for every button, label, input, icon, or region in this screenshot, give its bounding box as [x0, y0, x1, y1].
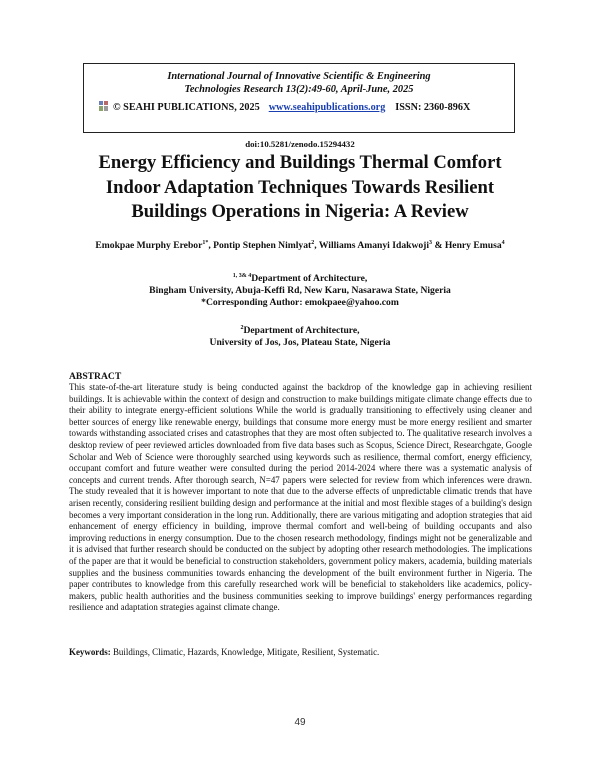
journal-header-box — [83, 63, 515, 133]
affiliation-2-institution: University of Jos, Jos, Plateau State, Nigeria — [209, 336, 391, 348]
paper-title-line-2: Indoor Adaptation Techniques Towards Resilient — [105, 176, 495, 198]
affiliation-1 — [60, 271, 540, 309]
author-4: Henry Emusa — [444, 240, 502, 252]
affiliation-2 — [60, 323, 540, 349]
corresponding-author: *Corresponding Author: emokpaee@yahoo.com — [201, 296, 399, 308]
affiliation-1-department — [60, 271, 540, 285]
affiliation-2-department — [60, 323, 540, 337]
author-list: Emokpae Murphy Erebor$^{1*}$, Pontip Stephen Nimlyat$^2$, Williams Amanyi Idakwoji$^3$ & Henry Emusa$^4$ — [95, 240, 505, 252]
journal-issn: ISSN: 2360-896X — [395, 102, 471, 113]
publication-line — [98, 100, 508, 115]
paper-title-line-3: Buildings Operations in Nigeria: A Review — [131, 201, 469, 222]
abstract-body: This state-of-the-art literature study is being conducted against the backdrop of the knowledge gap in achieving resilient buildings. It is achievable within the context of design and construction to make buildings mitigate climate change effects due to their ability to integrate energy-efficient solutions While the world is gradually transitioning to effectively using cleaner and better sources of energy like renewable energy, buildings that consume more energy must be more energy resilient and smarter towards withstanding associated crises and catastrophes that they are most often subjected to. The qualitative research involves a desktop review of peer reviewed articles downloaded from five data bases such as Scopus, Science Direct, Researchgate, Google Scholar and Web of Science were thoroughly searched using keywords such as resilience, thermal comfort, energy efficiency, occupant comfort and future weather were consulted during the period 2014-2024 where there was a systematic analysis of concepts and current trends. After thorough search, N=47 papers were selected for review from which inferences were drawn. The study revealed that it is however important to note that due to the adverse effects of unpredictable climatic trends that have arisen recently, considering resilient building design and performance at the initial and most flexible stages of a building's design becomes a very important consideration in the long run. Additionally, there are various mitigating and adoption strategies that aid enhancement of energy efficiency in building, improve thermal comfort and well-being of building occupants and also improving reductions in energy consumption. Due to the chosen research methodology, findings might not be generalizable and it is advised that further research should be conducted on the subject by adopting other research methodologies. The implications of the paper are that it would be beneficial to construction stakeholders, government policy makers, academia, building materials supplies and the business communities towards enhancing the development of the built environment further in Nigeria. The paper contributes to knowledge from this carefully researched work will be beneficial to stakeholders like academics, policy-makers, public health authorities and the business communities seeking to improve buildings' energy performances regarding resilience and adaptation strategies against climate change. — [69, 382, 532, 613]
affiliation-1-department-name: Department of Architecture, — [251, 273, 368, 285]
page-number: 49 — [294, 717, 306, 728]
affiliation-2-mark: 2 — [240, 325, 244, 331]
affiliation-2-department-name: Department of Architecture, — [243, 325, 360, 337]
author-3: Williams Amanyi Idakwoji — [318, 240, 430, 252]
keywords-label: Keywords: — [69, 647, 111, 657]
author-3-affiliation-mark: 3 — [429, 240, 433, 246]
author-2-affiliation-mark: 2 — [311, 240, 315, 246]
publisher-logo-icon — [98, 100, 109, 112]
author-1-affiliation-mark: 1* — [202, 240, 209, 246]
affiliation-1-institution: Bingham University, Abuja-Keffi Rd, New Karu, Nasarawa State, Nigeria — [149, 284, 451, 296]
journal-title-line-2: Technologies Research 13(2):49-60, April-June, 2025 — [184, 84, 414, 95]
journal-website-link[interactable]: www.seahipublications.org — [268, 102, 386, 113]
journal-title-line-1: International Journal of Innovative Scientific & Engineering — [167, 71, 431, 82]
publisher-copyright: © SEAHI PUBLICATIONS, 2025 — [113, 102, 260, 113]
author-2: Pontip Stephen Nimlyat — [213, 240, 312, 252]
doi[interactable]: doi:10.5281/zenodo.15294432 — [245, 139, 355, 149]
paper-title — [60, 151, 540, 225]
keywords-list: Buildings, Climatic, Hazards, Knowledge, Mitigate, Resilient, Systematic. — [112, 647, 380, 657]
paper-title-line-1: Energy Efficiency and Buildings Thermal Comfort — [98, 152, 502, 173]
author-1: Emokpae Murphy Erebor — [95, 240, 203, 252]
keywords — [69, 647, 532, 659]
journal-title — [84, 70, 514, 96]
affiliation-1-mark: 1, 3& 4 — [232, 273, 252, 279]
abstract-heading: ABSTRACT — [69, 371, 122, 382]
author-4-affiliation-mark: 4 — [501, 240, 505, 246]
